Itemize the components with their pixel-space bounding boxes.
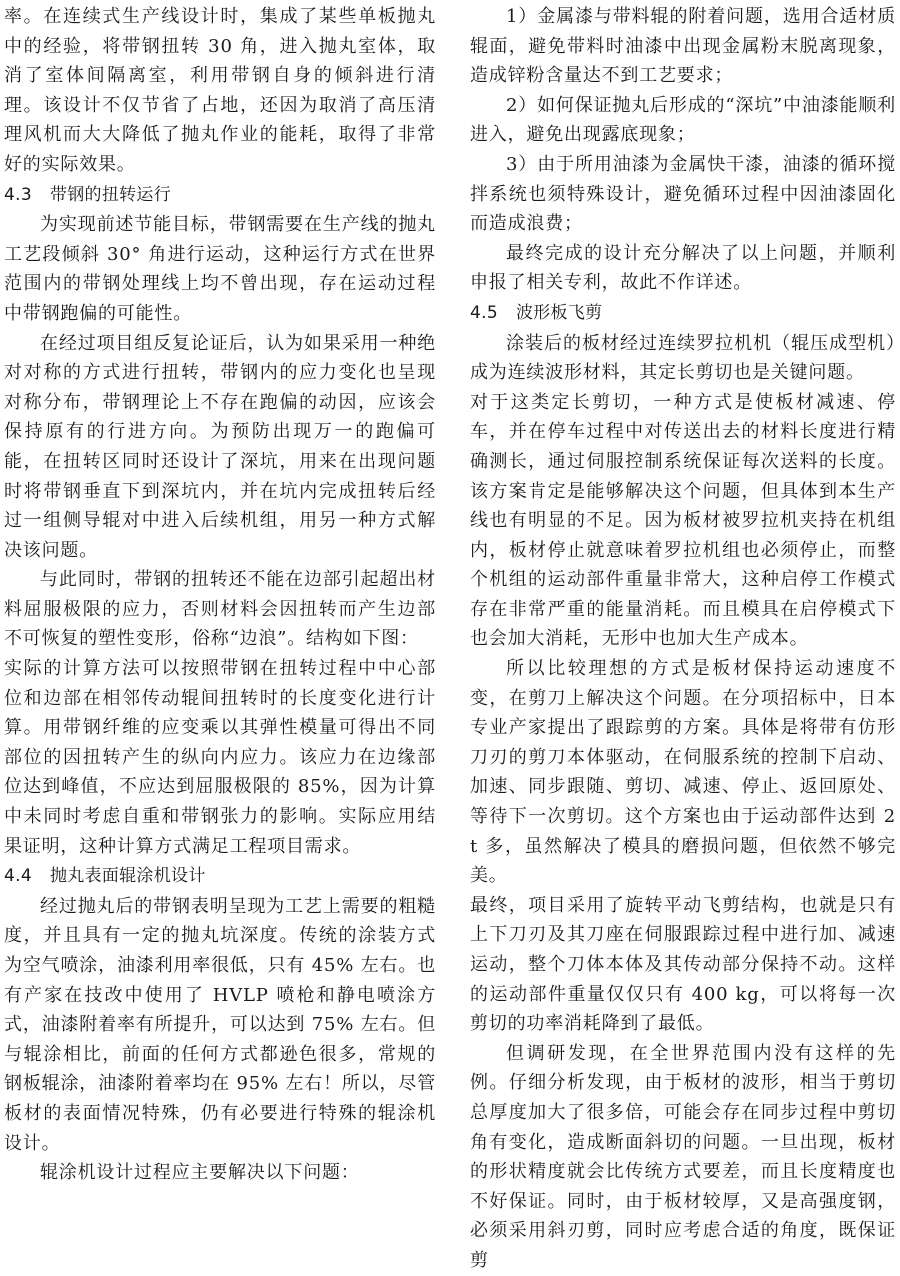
paragraph: 在经过项目组反复论证后，认为如果采用一种绝对对称的方式进行扭转，带钢内的应力变化也呈现对称分布，带钢理论上不存在跑偏的动因，应该会保持原有的行进方向。为预防出现万一的跑偏可能，在扭转区同时还设计了深坑，用来在出现问题时将带钢垂直下到深坑内，并在坑内完成扭转后经过一组侧导辊对中进入后续机组，用另一种方式解决该问题。	[4, 332, 436, 561]
paragraph: 2）如何保证抛丸后形成的“深坑”中油漆能顺利进入，避免出现露底现象；	[470, 94, 896, 146]
paragraph: 1）金属漆与带料辊的附着问题，选用合适材质辊面，避免带料时油漆中出现金属粉末脱离现象，造成锌粉含量达不到工艺要求；	[470, 6, 896, 87]
section-number: 4.4	[4, 866, 32, 887]
paragraph-continuation: 最终，项目采用了旋转平动飞剪结构，也就是只有上下刀刃及其刀座在伺服跟踪过程中进行加、减速运动，整个刀体本体及其传动部分保持不动。这样的运动部件重量仅仅只有 400 kg，可以将每一次剪切的功率消耗降到了最低。	[470, 894, 896, 1035]
left-column	[4, 2, 436, 1188]
paragraph-continuation: 实际的计算方法可以按照带钢在扭转过程中中心部位和边部在相邻传动辊间扭转时的长度变化进行计算。用带钢纤维的应变乘以其弹性模量可得出不同部位的因扭转产生的纵向内应力。该应力在边缘部位达到峰值，不应达到屈服极限的 85%，因为计算中未同时考虑自重和带钢张力的影响。实际应用结果证明，这种计算方式满足工程项目需求。	[4, 658, 436, 857]
paragraph: 涂装后的板材经过连续罗拉机机（辊压成型机）成为连续波形材料，其定长剪切也是关键问题。	[470, 332, 896, 384]
section-title: 带钢的扭转运行	[49, 184, 172, 205]
section-heading	[470, 298, 896, 329]
section-title: 波形板飞剪	[515, 302, 603, 323]
section-number: 4.5	[470, 302, 498, 323]
section-heading	[4, 180, 436, 211]
paragraph: 为实现前述节能目标，带钢需要在生产线的抛丸工艺段倾斜 30° 角进行运动，这种运行方式在世界范围内的带钢处理线上均不曾出现，存在运动过程中带钢跑偏的可能性。	[4, 214, 436, 324]
paragraph: 经过抛丸后的带钢表明呈现为工艺上需要的粗糙度，并且具有一定的抛丸坑深度。传统的涂装方式为空气喷涂，油漆利用率很低，只有 45% 左右。也有产家在技改中使用了 HVLP 喷枪和静电喷涂方式，油漆附着率有所提升，可以达到 75% 左右。但与辊涂相比，前面的任何方式都逊色很多，常规的钢板辊涂，油漆附着率均在 95% 左右！所以，尽管板材的表面情况特殊，仍有必要进行特殊的辊涂机设计。	[4, 895, 436, 1154]
right-column	[470, 2, 896, 1276]
section-heading	[4, 861, 436, 892]
section-title: 抛丸表面辊涂机设计	[49, 866, 206, 887]
paragraph: 辊涂机设计过程应主要解决以下问题：	[40, 1162, 360, 1184]
paragraph: 最终完成的设计充分解决了以上问题，并顺利申报了相关专利，故此不作详述。	[470, 242, 896, 294]
section-number: 4.3	[4, 184, 32, 205]
paragraph: 3）由于所用油漆为金属快干漆，油漆的循环搅拌系统也须特殊设计，避免循环过程中因油漆固化而造成浪费；	[470, 153, 896, 235]
paragraph-continuation: 对于这类定长剪切，一种方式是使板材减速、停车，并在停车过程中对传送出去的材料长度进行精确测长，通过伺服控制系统保证每次送料的长度。该方案肯定是能够解决这个问题，但具体到本生产线也有明显的不足。因为板材被罗拉机夹持在机组内，板材停止就意味着罗拉机组也必须停止，而整个机组的运动部件重量非常大，这种启停工作模式存在非常严重的能量消耗。而且模具在启停模式下也会加大消耗，无形中也加大生产成本。	[470, 391, 896, 650]
paragraph: 与此同时，带钢的扭转还不能在边部引起超出材料屈服极限的应力，否则材料会因扭转而产生边部不可恢复的塑性变形，俗称“边浪”。结构如下图：	[4, 569, 436, 650]
paragraph-continuation: 率。在连续式生产线设计时，集成了某些单板抛丸中的经验，将带钢扭转 30 角，进入抛丸室体，取消了室体间隔离室，利用带钢自身的倾斜进行清理。该设计不仅节省了占地，还因为取消了高压清理风机而大大降低了抛丸作业的能耗，取得了非常好的实际效果。	[4, 6, 436, 175]
paragraph: 但调研发现，在全世界范围内没有这样的先例。仔细分析发现，由于板材的波形，相当于剪切总厚度加大了很多倍，可能会存在同步过程中剪切角有变化，造成断面斜切的问题。一旦出现，板材的形状精度就会比传统方式要差，而且长度精度也不好保证。同时，由于板材较厚，又是高强度钢，必须采用斜刃剪，同时应考虑合适的角度，既保证剪	[470, 1042, 896, 1271]
paragraph: 所以比较理想的方式是板材保持运动速度不变，在剪刀上解决这个问题。在分项招标中，日本专业产家提出了跟踪剪的方案。具体是将带有仿形刀刃的剪刀本体驱动，在伺服系统的控制下启动、加速、同步跟随、剪切、减速、停止、返回原处、等待下一次剪切。这个方案也由于运动部件达到 2 t 多，虽然解决了模具的磨损问题，但依然不够完美。	[470, 658, 896, 887]
